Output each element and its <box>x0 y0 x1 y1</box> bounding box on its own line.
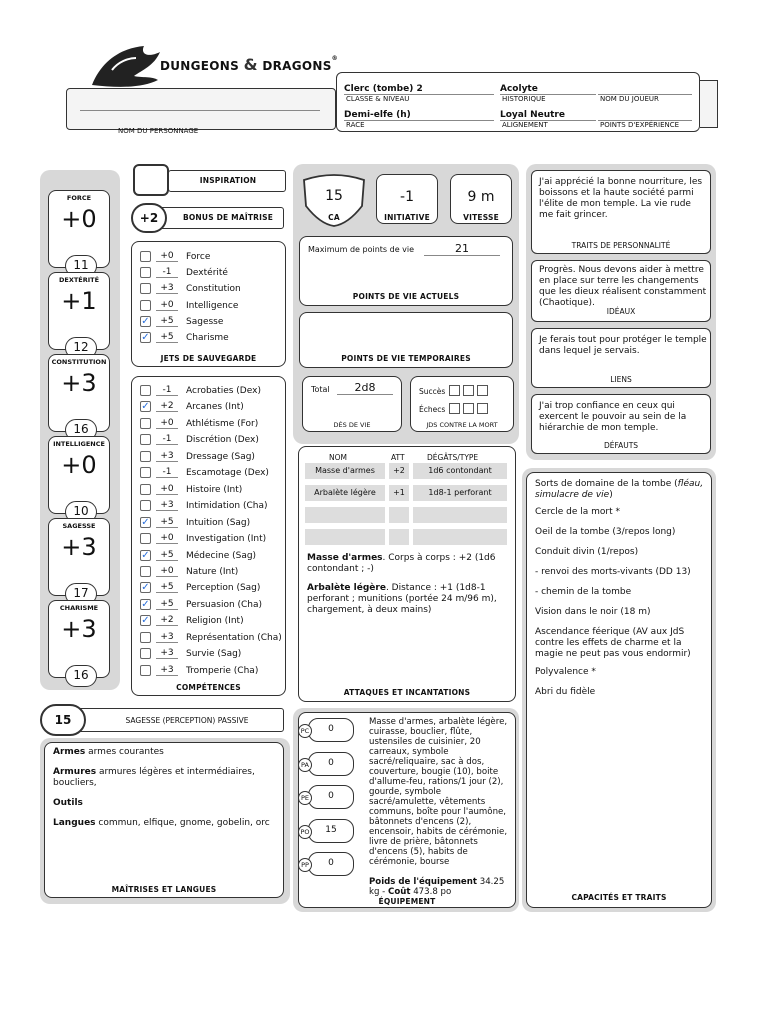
ability-modifier: +1 <box>61 287 97 315</box>
current-hp-box[interactable] <box>299 236 513 306</box>
attacks-title: ATTAQUES ET INCANTATIONS <box>343 688 471 697</box>
skill-row <box>132 383 282 399</box>
ability-box-0 <box>48 190 110 272</box>
ability-score[interactable]: 16 <box>65 665 97 687</box>
skill-row <box>132 646 282 662</box>
coin-label: PE <box>298 791 312 805</box>
passive-perception-label: SAGESSE (PERCEPTION) PASSIVE <box>125 716 249 725</box>
skill-name: Discrétion (Dex) <box>186 435 259 446</box>
saving-throw-checkbox[interactable] <box>140 300 151 311</box>
bonds-text: Je ferais tout pour protéger le temple dans lequel je servais. <box>539 335 707 356</box>
skill-name: Tromperie (Cha) <box>186 665 259 676</box>
initiative-box[interactable] <box>376 174 438 224</box>
attack-1-name[interactable]: Masse d'armes <box>305 463 385 479</box>
ideals-text: Progrès. Nous devons aider à mettre en place sur terre les changements que les dieux réalisent constamment (Chaotique). <box>539 265 707 308</box>
saving-throw-checkbox[interactable]: ✓ <box>141 315 150 327</box>
current-hp-label: POINTS DE VIE ACTUELS <box>352 292 460 301</box>
feature-item: Polyvalence * <box>535 667 596 677</box>
skill-row <box>132 613 282 629</box>
armor-class-value: 15 <box>325 188 343 204</box>
ability-modifier: +3 <box>61 369 97 397</box>
saving-throw-row <box>132 314 282 330</box>
skill-checkbox[interactable] <box>140 632 151 643</box>
skill-checkbox[interactable]: ✓ <box>141 582 150 594</box>
skill-modifier[interactable]: +0 <box>156 484 178 495</box>
logo-word-2: DRAGONS <box>262 59 332 73</box>
skill-checkbox[interactable]: ✓ <box>141 598 150 610</box>
class-level-value[interactable]: Clerc (tombe) 2 <box>344 84 423 94</box>
skills-title: COMPÉTENCES <box>176 683 241 692</box>
skill-name: Arcanes (Int) <box>186 402 244 413</box>
saving-throw-name: Constitution <box>186 284 241 295</box>
attack-3-name[interactable] <box>305 507 385 523</box>
logo-text <box>160 55 338 74</box>
ability-modifier: +0 <box>61 451 97 479</box>
proficiencies-title: MAÎTRISES ET LANGUES <box>111 885 217 894</box>
proficiencies-box <box>44 742 284 898</box>
prof-armures: Armures armures légères et intermédiaires, boucliers, <box>53 767 255 788</box>
feature-item: Vision dans le noir (18 m) <box>535 607 651 617</box>
skill-modifier[interactable]: +3 <box>156 451 178 462</box>
skill-modifier[interactable]: -1 <box>156 385 178 396</box>
death-success-2[interactable] <box>463 385 474 396</box>
death-success-label: Succès <box>419 387 446 396</box>
skill-name: Intuition (Sag) <box>186 517 251 528</box>
hit-dice-box[interactable] <box>302 376 402 432</box>
saving-throw-name: Charisme <box>186 333 229 343</box>
attack-2-name[interactable]: Arbalète légère <box>305 485 385 501</box>
skill-row <box>132 449 282 465</box>
skill-modifier[interactable]: +0 <box>156 533 178 544</box>
inspiration-input[interactable] <box>133 164 169 196</box>
attack-notes-1: Masse d'armes. Corps à corps : +2 (1d6 contondant ; -) <box>307 553 496 574</box>
character-name-banner[interactable] <box>66 88 336 130</box>
prof-armes: Armes armes courantes <box>53 747 164 757</box>
armor-class-label: CA <box>328 213 340 222</box>
ability-modifier: +0 <box>61 205 97 233</box>
ability-box-3 <box>48 436 110 518</box>
flaws-label: DÉFAUTS <box>603 441 639 450</box>
bonds-box[interactable] <box>531 328 711 388</box>
coin-label: PC <box>298 724 312 738</box>
skill-name: Dressage (Sag) <box>186 451 255 462</box>
prof-langues: Langues commun, elfique, gnome, gobelin, orc <box>53 818 270 828</box>
logo-ampersand: & <box>243 55 258 74</box>
header-banner-end <box>700 80 718 128</box>
features-box[interactable] <box>526 472 712 908</box>
skill-modifier[interactable]: -1 <box>156 434 178 445</box>
skill-row <box>132 630 282 646</box>
skill-name: Nature (Int) <box>186 566 239 577</box>
skill-checkbox[interactable] <box>140 648 151 659</box>
skill-modifier[interactable]: +2 <box>156 401 178 412</box>
skill-modifier[interactable]: +0 <box>156 418 178 429</box>
skill-checkbox[interactable] <box>140 533 151 544</box>
skill-row <box>132 548 282 564</box>
feature-domain-spells: Sorts de domaine de la tombe (fléau, simulacre de vie) <box>535 479 704 500</box>
skill-name: Survie (Sag) <box>186 649 242 660</box>
saving-throw-checkbox[interactable]: ✓ <box>141 332 150 343</box>
traits-label: TRAITS DE PERSONNALITÉ <box>571 241 671 250</box>
player-label: NOM DU JOUEUR <box>600 95 659 103</box>
feature-item: Conduit divin (1/repos) <box>535 547 639 557</box>
initiative-label: INITIATIVE <box>384 213 430 222</box>
skill-row <box>132 597 282 613</box>
skill-name: Représentation (Cha) <box>186 632 282 643</box>
skill-checkbox[interactable]: ✓ <box>141 549 150 561</box>
skill-checkbox[interactable] <box>140 665 151 676</box>
skill-checkbox[interactable]: ✓ <box>141 401 150 413</box>
coin-value[interactable]: 0 <box>308 718 354 742</box>
ideals-label: IDÉAUX <box>606 307 636 316</box>
death-saves-label: JDS CONTRE LA MORT <box>426 421 498 429</box>
death-fail-label: Échecs <box>419 405 446 414</box>
skill-name: Perception (Sag) <box>186 583 261 594</box>
skill-name: Athlétisme (For) <box>186 418 259 429</box>
saving-throw-modifier[interactable]: +3 <box>156 283 178 294</box>
skill-modifier[interactable]: +5 <box>156 582 178 593</box>
alignment-label: ALIGNEMENT <box>502 121 548 129</box>
coin-pp <box>298 852 356 878</box>
skill-name: Intimidation (Cha) <box>186 501 268 512</box>
death-success-3[interactable] <box>477 385 488 396</box>
death-saves-box <box>410 376 514 432</box>
class-level-label: CLASSE & NIVEAU <box>346 95 410 103</box>
speed-label: VITESSE <box>463 213 499 222</box>
attack-1-dmg[interactable]: 1d6 contondant <box>413 463 507 479</box>
ability-label: CONSTITUTION <box>51 358 107 366</box>
skills-box <box>131 376 286 696</box>
skill-checkbox[interactable]: ✓ <box>141 516 150 528</box>
coin-label: PA <box>298 758 312 772</box>
skill-checkbox[interactable] <box>140 467 151 478</box>
saving-throw-name: Intelligence <box>186 300 239 311</box>
skill-modifier[interactable]: +3 <box>156 648 178 659</box>
ideals-box[interactable] <box>531 260 711 322</box>
ability-label: FORCE <box>66 194 92 202</box>
traits-text: J'ai apprécié la bonne nourriture, les boissons et la haute société parmi l'élite de mon temple. La vie rude me fait grincer. <box>539 177 703 220</box>
saving-throw-checkbox[interactable] <box>140 267 151 278</box>
traits-box[interactable] <box>531 170 711 254</box>
ability-modifier: +3 <box>61 615 97 643</box>
ability-box-4 <box>48 518 110 600</box>
coin-pc <box>298 718 356 744</box>
saving-throw-name: Sagesse <box>186 316 224 327</box>
saving-throw-row <box>132 265 282 281</box>
skill-checkbox[interactable] <box>140 484 151 495</box>
feature-item: Ascendance féerique (AV aux JdS contre les effets de charme et la magie ne peut pas vous endormir) <box>535 627 691 659</box>
death-fail-1[interactable] <box>449 403 460 414</box>
hit-dice-total-value: 2d8 <box>337 381 393 395</box>
skill-checkbox[interactable]: ✓ <box>141 615 150 627</box>
skill-row <box>132 663 282 679</box>
feature-item: Abri du fidèle <box>535 687 596 697</box>
attack-3-dmg[interactable] <box>413 507 507 523</box>
skill-row <box>132 564 282 580</box>
ability-label: SAGESSE <box>62 522 96 530</box>
max-hp-label: Maximum de points de vie <box>308 245 415 254</box>
race-label: RACE <box>346 121 365 129</box>
ability-box-5 <box>48 600 110 682</box>
skill-checkbox[interactable] <box>140 418 151 429</box>
coin-value[interactable]: 15 <box>308 819 354 843</box>
attack-4-dmg[interactable] <box>413 529 507 545</box>
skill-row <box>132 432 282 448</box>
skill-modifier[interactable]: -1 <box>156 467 178 478</box>
race-value[interactable]: Demi-elfe (h) <box>344 110 411 120</box>
skill-checkbox[interactable] <box>140 451 151 462</box>
saving-throw-checkbox[interactable] <box>140 251 151 262</box>
ability-score[interactable]: 17 <box>65 583 97 605</box>
ability-score[interactable]: 12 <box>65 337 97 359</box>
skill-checkbox[interactable] <box>140 500 151 511</box>
skill-row <box>132 515 282 531</box>
equipment-title: ÉQUIPEMENT <box>378 897 436 906</box>
skill-checkbox[interactable] <box>140 434 151 445</box>
saving-throw-name: Dextérité <box>186 268 228 279</box>
character-name-line <box>80 110 320 111</box>
ability-label: CHARISME <box>59 604 99 612</box>
feature-item: - chemin de la tombe <box>535 587 632 597</box>
feature-item: Oeil de la tombe (3/repos long) <box>535 527 676 537</box>
skill-modifier[interactable]: +5 <box>156 550 178 561</box>
coin-po <box>298 819 356 845</box>
attack-notes-2: Arbalète légère. Distance : +1 (1d8-1 perforant ; munitions (portée 24 m/96 m), chargement, à deux mains) <box>307 583 497 615</box>
skill-checkbox[interactable] <box>140 566 151 577</box>
attack-header-att: ATT <box>391 453 405 462</box>
bonds-label: LIENS <box>610 375 632 384</box>
ability-modifier: +3 <box>61 533 97 561</box>
background-label: HISTORIQUE <box>502 95 546 103</box>
initiative-value: -1 <box>400 189 414 205</box>
skill-row <box>132 498 282 514</box>
speed-box[interactable] <box>450 174 512 224</box>
background-value[interactable]: Acolyte <box>500 84 538 94</box>
attack-2-dmg[interactable]: 1d8-1 perforant <box>413 485 507 501</box>
attack-1-att[interactable]: +2 <box>389 463 409 479</box>
skill-row <box>132 399 282 415</box>
skill-modifier[interactable]: +5 <box>156 517 178 528</box>
ability-score[interactable]: 16 <box>65 419 97 441</box>
skill-row <box>132 580 282 596</box>
dragon-logo-icon <box>82 40 172 90</box>
max-hp-value[interactable]: 21 <box>424 242 500 256</box>
hit-dice-label: DÉS DE VIE <box>333 421 371 429</box>
attack-4-name[interactable] <box>305 529 385 545</box>
proficiency-label: BONUS DE MAÎTRISE <box>182 213 274 222</box>
hit-dice-total-label: Total <box>311 385 330 394</box>
passive-perception-value[interactable]: 15 <box>40 704 86 736</box>
logo-word-1: DUNGEONS <box>160 59 240 73</box>
skill-modifier[interactable]: +3 <box>156 632 178 643</box>
ability-label: INTELLIGENCE <box>53 440 105 448</box>
skill-modifier[interactable]: +3 <box>156 665 178 676</box>
ability-label: DEXTÉRITÉ <box>58 276 100 284</box>
race-line <box>344 120 494 121</box>
skill-name: Persuasion (Cha) <box>186 599 263 610</box>
skill-modifier[interactable]: +2 <box>156 615 178 626</box>
character-name-label: NOM DU PERSONNAGE <box>118 127 199 135</box>
coin-pe <box>298 785 356 811</box>
attacks-box <box>298 446 516 702</box>
skill-modifier[interactable]: +0 <box>156 566 178 577</box>
skill-modifier[interactable]: +5 <box>156 599 178 610</box>
temp-hp-box[interactable] <box>299 312 513 368</box>
logo-mark: ® <box>331 55 338 62</box>
death-fail-2[interactable] <box>463 403 474 414</box>
feature-item: Cercle de la mort * <box>535 507 621 517</box>
flaws-text: J'ai trop confiance en ceux qui exercent le pouvoir au sein de la hiérarchie de mon temple. <box>539 401 687 433</box>
saving-throw-modifier[interactable]: +0 <box>156 251 178 262</box>
features-title: CAPACITÉS ET TRAITS <box>571 893 667 902</box>
ability-score[interactable]: 10 <box>65 501 97 523</box>
saving-throw-name: Force <box>186 252 211 262</box>
skill-row <box>132 531 282 547</box>
skill-checkbox[interactable] <box>140 385 151 396</box>
death-fail-3[interactable] <box>477 403 488 414</box>
saving-throw-row <box>132 249 282 265</box>
coin-value[interactable]: 0 <box>308 752 354 776</box>
skill-row <box>132 416 282 432</box>
coin-label: PP <box>298 858 312 872</box>
saving-throw-modifier[interactable]: +5 <box>156 332 178 343</box>
saving-throw-modifier[interactable]: +0 <box>156 300 178 311</box>
saving-throws-title: JETS DE SAUVEGARDE <box>160 354 257 363</box>
skill-name: Acrobaties (Dex) <box>186 386 261 396</box>
coin-label: PO <box>298 825 312 839</box>
skill-row <box>132 482 282 498</box>
death-success-1[interactable] <box>449 385 460 396</box>
skill-name: Médecine (Sag) <box>186 550 257 561</box>
attack-header-dmg: DÉGÂTS/TYPE <box>427 453 479 462</box>
ability-box-1 <box>48 272 110 354</box>
xp-label: POINTS D'EXPÉRIENCE <box>600 121 680 129</box>
alignment-value[interactable]: Loyal Neutre <box>500 110 565 120</box>
saving-throw-checkbox[interactable] <box>140 283 151 294</box>
inspiration-label: INSPIRATION <box>199 176 257 185</box>
saving-throws-box <box>131 241 286 367</box>
prof-outils: Outils <box>53 798 83 808</box>
saving-throw-modifier[interactable]: +5 <box>156 316 178 327</box>
attack-4-att[interactable] <box>389 529 409 545</box>
ability-score[interactable]: 11 <box>65 255 97 277</box>
saving-throw-row <box>132 281 282 297</box>
saving-throw-row <box>132 330 282 346</box>
skill-row <box>132 465 282 481</box>
coin-value[interactable]: 0 <box>308 785 354 809</box>
saving-throw-row <box>132 298 282 314</box>
skill-name: Histoire (Int) <box>186 484 243 495</box>
skill-name: Escamotage (Dex) <box>186 468 269 479</box>
equipment-weight: Poids de l'équipement 34.25 kg - Coût 473.8 po <box>369 877 505 897</box>
temp-hp-label: POINTS DE VIE TEMPORAIRES <box>341 354 471 363</box>
skill-name: Religion (Int) <box>186 616 244 627</box>
skill-name: Investigation (Int) <box>186 534 267 545</box>
equipment-list[interactable]: Masse d'armes, arbalète légère, cuirasse, bouclier, flûte, ustensiles de cuisinier, 20 carreaux, symbole sacré/reliquaire, sac à dos, couverture, bougie (10), boite d'allume-feu, rations/1 jour (2), gourde, symbole sacré/amulette, vêtements communs, boîte pour l'aumône, bâtonnets d'encens (2), encensoir, habits de cérémonie, livre de prière, bâtonnets d'encens (5), habits de cérémonie, bourse <box>369 717 508 867</box>
saving-throw-modifier[interactable]: -1 <box>156 267 178 278</box>
attack-3-att[interactable] <box>389 507 409 523</box>
coin-value[interactable]: 0 <box>308 852 354 876</box>
proficiency-value[interactable]: +2 <box>131 203 167 233</box>
attack-2-att[interactable]: +1 <box>389 485 409 501</box>
feature-item: - renvoi des morts-vivants (DD 13) <box>535 567 691 577</box>
attack-header-name: NOM <box>329 453 347 462</box>
ability-box-2 <box>48 354 110 436</box>
coin-pa <box>298 752 356 778</box>
flaws-box[interactable] <box>531 394 711 454</box>
speed-value: 9 m <box>467 189 495 205</box>
skill-modifier[interactable]: +3 <box>156 500 178 511</box>
